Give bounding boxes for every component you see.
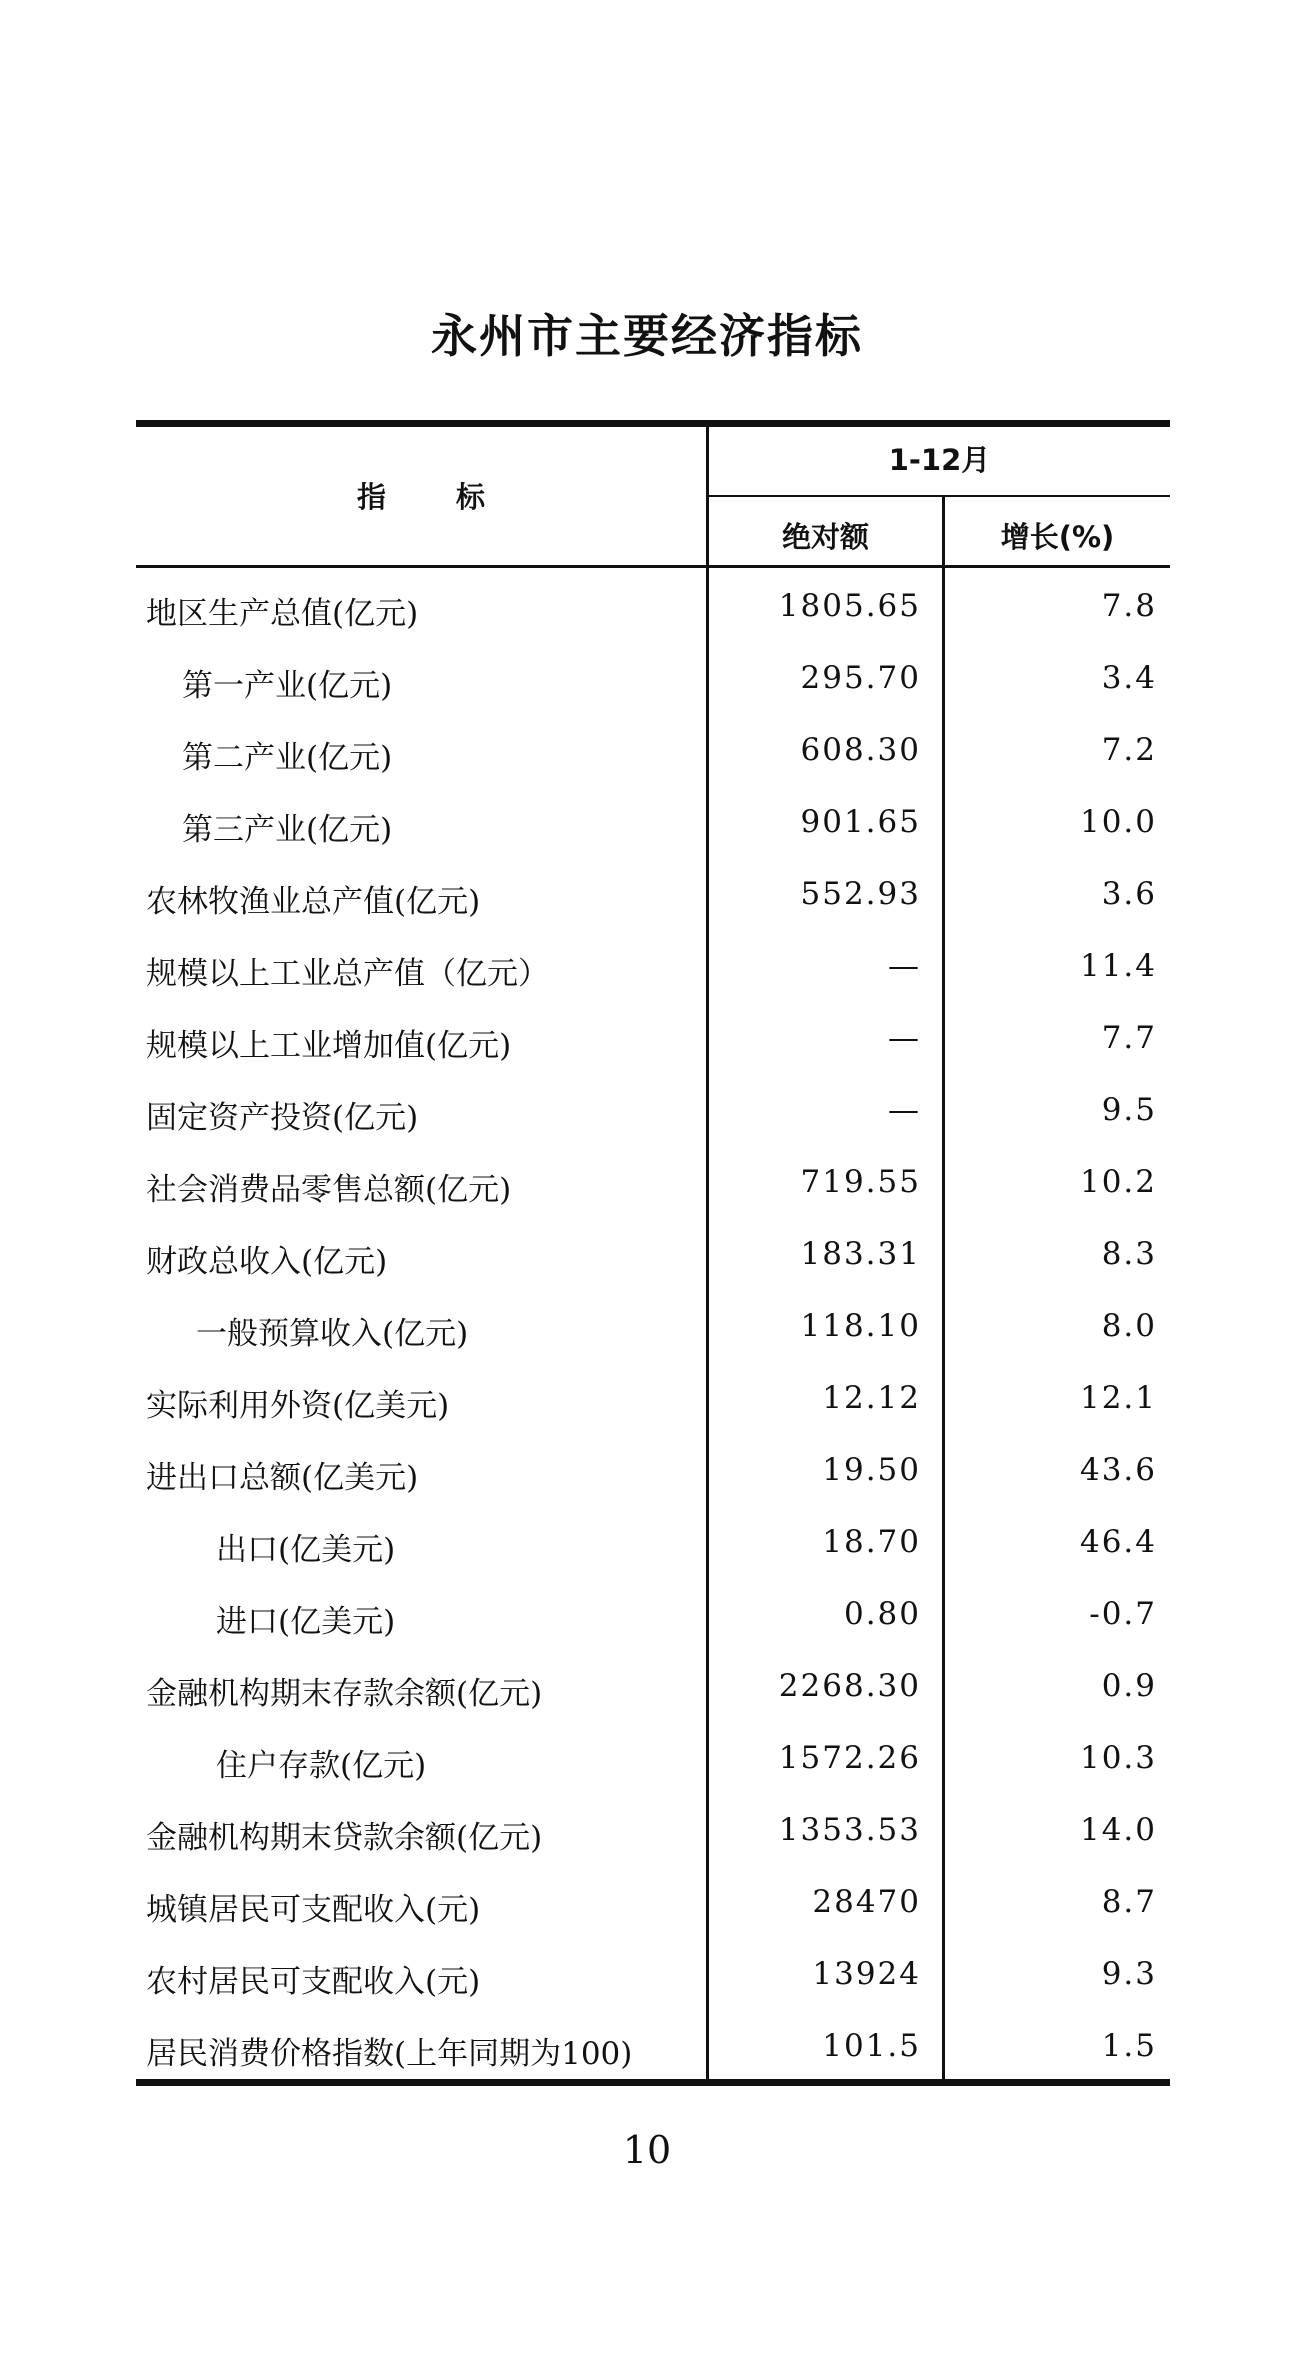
table-row [136,786,1170,858]
table-row [136,1002,1170,1074]
table-row [136,1650,1170,1722]
table-row [136,1290,1170,1362]
header-bottom-rule [136,565,1170,568]
indicator-name: 一般预算收入(亿元) [196,1316,469,1352]
growth-value: 11.4 [1079,948,1157,984]
indicator-name: 住户存款(亿元) [216,1748,427,1784]
indicator-name: 实际利用外资(亿美元) [146,1388,450,1424]
indicator-name: 规模以上工业总产值（亿元） [146,956,549,992]
table-row [136,714,1170,786]
indicator-name: 第二产业(亿元) [182,740,393,776]
table-row [136,1938,1170,2010]
absolute-value: 118.10 [800,1308,921,1344]
absolute-value: 608.30 [800,732,921,768]
table-row [136,1362,1170,1434]
indicator-name: 地区生产总值(亿元) [146,596,419,632]
absolute-value: 552.93 [800,876,921,912]
header-growth: 增长(%) [1000,520,1115,554]
table-row [136,570,1170,642]
growth-value: 7.7 [1101,1020,1157,1056]
absolute-value: 901.65 [800,804,921,840]
growth-value: 10.2 [1079,1164,1157,1200]
table-row [136,1506,1170,1578]
absolute-value: 28470 [812,1884,921,1920]
growth-value: 12.1 [1079,1380,1157,1416]
absolute-value: 19.50 [822,1452,921,1488]
indicator-name: 规模以上工业增加值(亿元) [146,1028,512,1064]
growth-value: 10.0 [1079,804,1157,840]
growth-value: -0.7 [1089,1596,1157,1632]
absolute-value: 12.12 [822,1380,921,1416]
page-number: 10 [622,2128,672,2172]
absolute-value: 295.70 [800,660,921,696]
indicator-name: 第一产业(亿元) [182,668,393,704]
growth-value: 7.2 [1101,732,1157,768]
table-top-rule [136,420,1170,427]
table-row [136,642,1170,714]
table-body [136,570,1170,2082]
absolute-value: 2268.30 [778,1668,921,1704]
growth-value: 0.9 [1101,1668,1157,1704]
indicator-name: 固定资产投资(亿元) [146,1100,419,1136]
header-period: 1-12月 [888,443,991,477]
growth-value: 10.3 [1079,1740,1157,1776]
absolute-value: 1572.26 [778,1740,921,1776]
table-row [136,1218,1170,1290]
absolute-value: 13924 [812,1956,921,1992]
table-row [136,1578,1170,1650]
indicator-name: 金融机构期末存款余额(亿元) [146,1676,543,1712]
table-row [136,1794,1170,1866]
absolute-value: — [888,1020,921,1056]
growth-value: 14.0 [1079,1812,1157,1848]
growth-value: 8.3 [1101,1236,1157,1272]
page-title: 永州市主要经济指标 [431,309,863,363]
growth-value: 3.6 [1101,876,1157,912]
growth-value: 46.4 [1079,1524,1157,1560]
table-row [136,2010,1170,2082]
growth-value: 8.0 [1101,1308,1157,1344]
indicator-name: 出口(亿美元) [216,1532,396,1568]
indicator-name: 金融机构期末贷款余额(亿元) [146,1820,543,1856]
absolute-value: 719.55 [800,1164,921,1200]
table-row [136,1146,1170,1218]
absolute-value: 1353.53 [778,1812,921,1848]
indicator-name: 城镇居民可支配收入(元) [146,1892,481,1928]
absolute-value: 101.5 [822,2028,921,2064]
table-row [136,1866,1170,1938]
growth-value: 1.5 [1101,2028,1157,2064]
indicator-name: 进出口总额(亿美元) [146,1460,419,1496]
indicator-name: 农林牧渔业总产值(亿元) [146,884,481,920]
indicator-name: 居民消费价格指数(上年同期为100) [146,2036,633,2072]
absolute-value: 18.70 [822,1524,921,1560]
indicator-name: 第三产业(亿元) [182,812,393,848]
growth-value: 9.5 [1101,1092,1157,1128]
table-row [136,1074,1170,1146]
indicator-name: 社会消费品零售总额(亿元) [146,1172,512,1208]
absolute-value: — [888,948,921,984]
absolute-value: 183.31 [800,1236,921,1272]
indicator-name: 财政总收入(亿元) [146,1244,388,1280]
header-absolute: 绝对额 [781,520,869,554]
table-row [136,858,1170,930]
table-row [136,1722,1170,1794]
table-bottom-rule [136,2079,1170,2086]
absolute-value: — [888,1092,921,1128]
growth-value: 43.6 [1079,1452,1157,1488]
indicator-name: 进口(亿美元) [216,1604,396,1640]
absolute-value: 0.80 [843,1596,921,1632]
growth-value: 8.7 [1101,1884,1157,1920]
table-row [136,930,1170,1002]
growth-value: 3.4 [1101,660,1157,696]
growth-value: 9.3 [1101,1956,1157,1992]
table-row [136,1434,1170,1506]
growth-value: 7.8 [1101,588,1157,624]
indicator-name: 农村居民可支配收入(元) [146,1964,481,2000]
header-sub-rule [709,495,1170,497]
absolute-value: 1805.65 [778,588,921,624]
header-indicator: 指标 [356,480,555,514]
